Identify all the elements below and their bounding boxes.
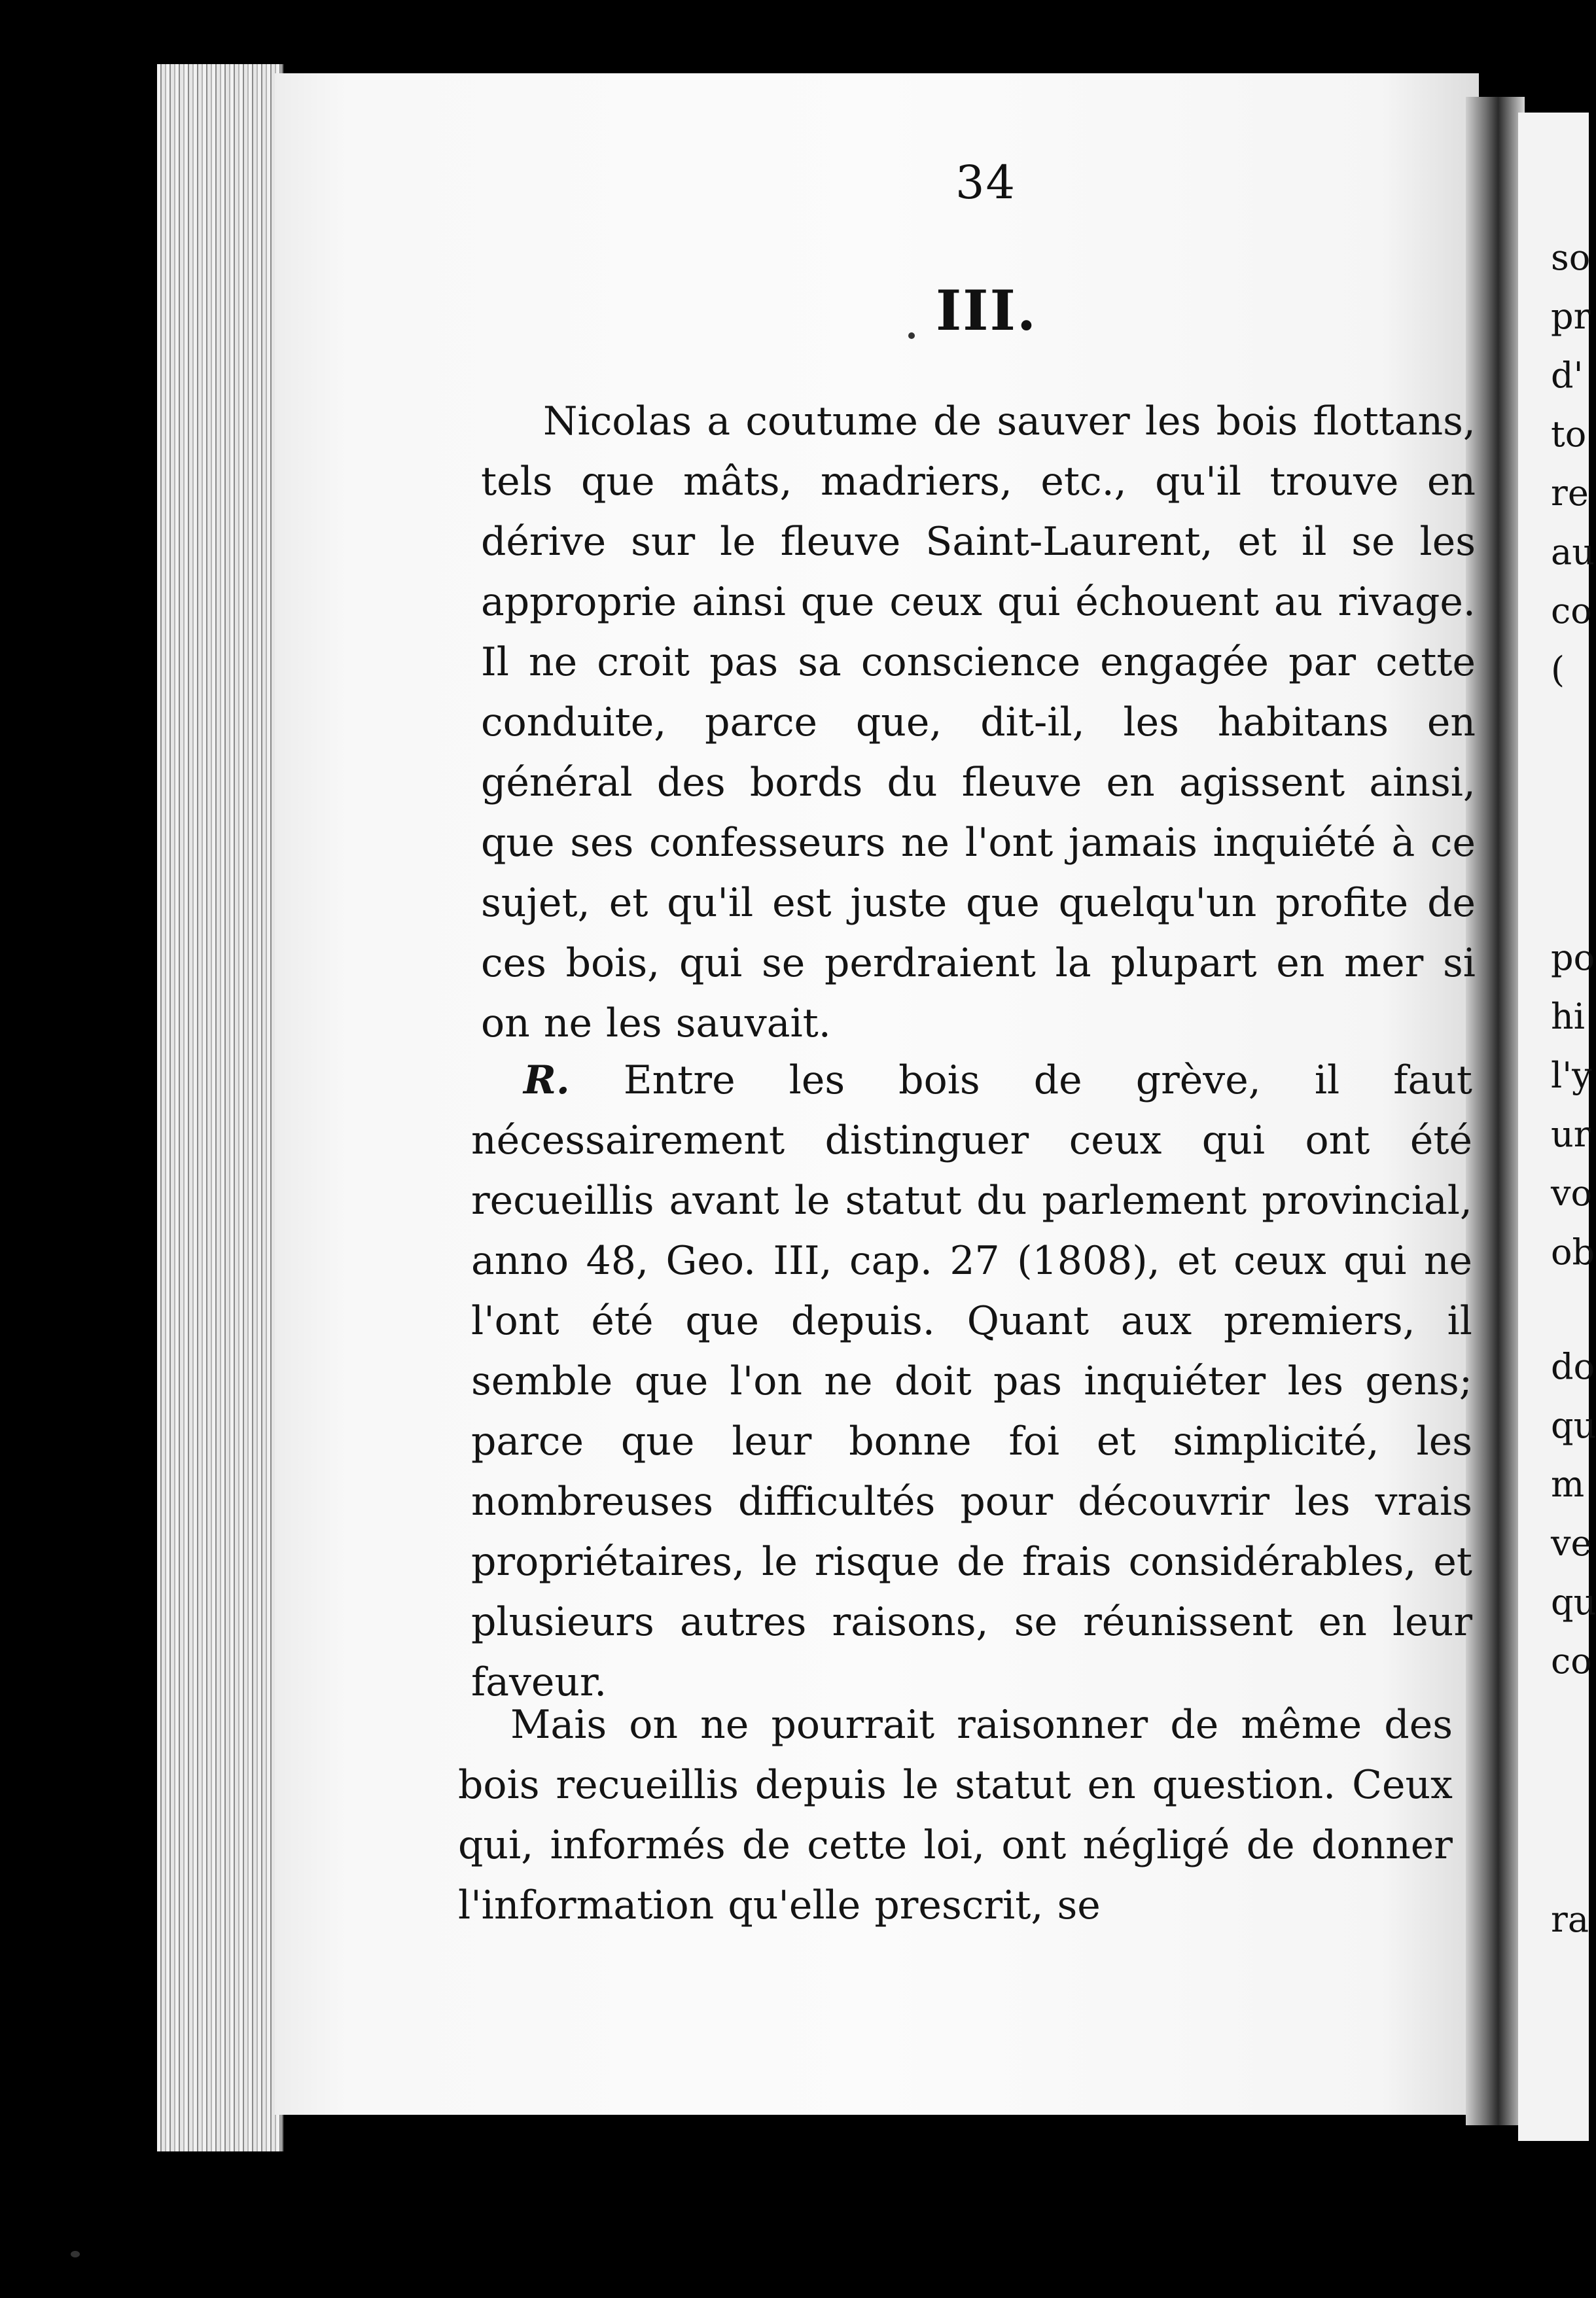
facing-fragment: pr: [1551, 296, 1591, 337]
paragraph-text: Nicolas a coutume de sauver les bois flottans, tels que mâts, madriers, etc., qu'il trouve en dérive sur le fleuve Saint-Laurent, et il se les approprie ainsi que ceux qui échouent au rivage. Il ne croit pas sa conscience engagée par cette conduite, parce que, dit-il, les habitans en général des bords du fleuve en agissent ainsi, que ses confesseurs ne l'ont jamais inquiété à ce sujet, et qu'il est juste que quelqu'un profite de ces bois, qui se perdraient la plupart en mer si on ne les sauvait.: [481, 398, 1476, 1046]
facing-fragment: l'y: [1551, 1055, 1592, 1096]
continuation-paragraph: [458, 1695, 1453, 1936]
ink-speck: [908, 332, 915, 339]
reply-paragraph: [471, 1050, 1472, 1712]
facing-fragment: co: [1551, 1640, 1592, 1682]
facing-fragment: hi: [1551, 996, 1586, 1037]
facing-fragment: co: [1551, 590, 1592, 631]
facing-fragment: vo: [1551, 1173, 1593, 1214]
facing-fragment: ve: [1551, 1523, 1592, 1564]
facing-page: [1518, 113, 1596, 2141]
question-paragraph: [481, 391, 1476, 1053]
section-heading: III.: [936, 278, 1038, 343]
paragraph-text: Mais on ne pourrait raisonner de même des bois recueillis depuis le statut en question. Ceux qui, informés de cette loi, ont négligé de donner l'information qu'elle prescrit, se: [458, 1702, 1453, 1928]
facing-fragment: qu: [1551, 1582, 1596, 1623]
facing-fragment: ob: [1551, 1231, 1595, 1273]
facing-fragment: to: [1551, 414, 1587, 455]
ink-speck: [71, 2251, 80, 2257]
facing-fragment: ur: [1551, 1114, 1591, 1155]
facing-fragment: po: [1551, 937, 1595, 978]
reply-marker: R.: [523, 1057, 570, 1103]
facing-fragment: so: [1551, 237, 1591, 278]
facing-fragment: d': [1551, 355, 1584, 396]
facing-fragment: qu: [1551, 1405, 1596, 1446]
facing-fragment: do: [1551, 1346, 1595, 1387]
facing-fragment: au: [1551, 531, 1595, 573]
facing-fragment: re: [1551, 472, 1589, 514]
facing-fragment: (: [1551, 649, 1565, 690]
paragraph-text: Entre les bois de grève, il faut nécessairement distinguer ceux qui ont été recueillis avant le statut du parlement provincial, anno 48, Geo. III, cap. 27 (1808), et ceux qui ne l'ont été que depuis. Quant aux premiers, il semble que l'on ne doit pas inquiéter les gens; parce que leur bonne foi et simplicité, les nombreuses difficultés pour découvrir les vrais propriétaires, le risque de frais considérables, et plusieurs autres raisons, se réunissent en leur faveur.: [471, 1057, 1472, 1705]
page-edges: [157, 64, 283, 2151]
facing-fragment: ra: [1551, 1899, 1589, 1940]
page-number: 34: [955, 156, 1017, 209]
facing-fragment: m: [1551, 1464, 1585, 1505]
